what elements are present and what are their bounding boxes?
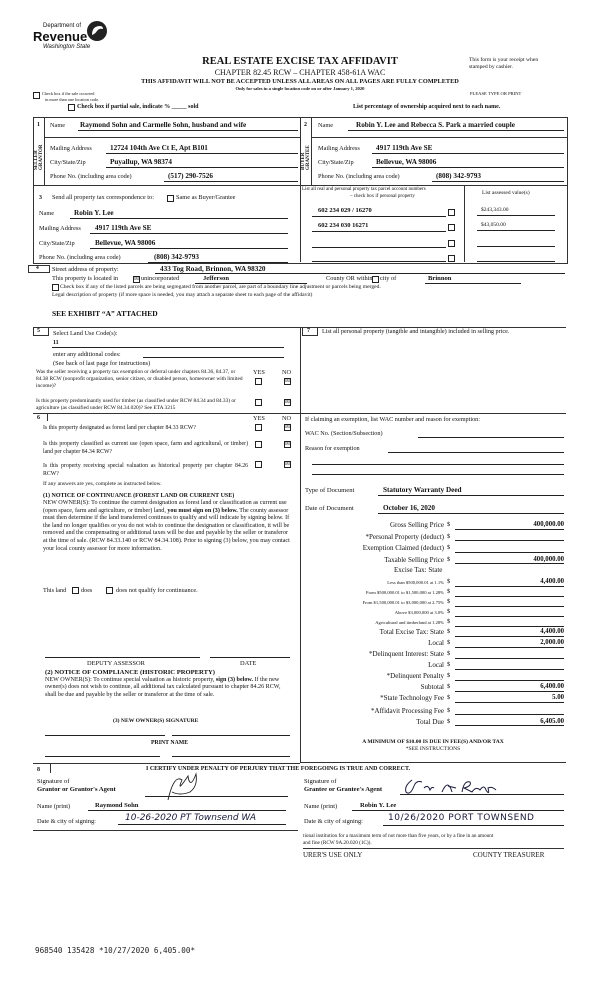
- buyer-city-label: City/State/Zip: [318, 159, 354, 166]
- currency-sign: $: [447, 706, 451, 714]
- buyer-mailing[interactable]: 4917 119th Ave SE: [376, 144, 433, 152]
- fee-label: Agricultural and timberland at 1.28%: [375, 620, 444, 625]
- buyer-phone-label: Phone No. (including area code): [318, 173, 400, 180]
- fee-value[interactable]: [455, 608, 564, 617]
- fee-value[interactable]: 2,000.00: [455, 639, 564, 648]
- fee-row: [300, 544, 566, 554]
- date-label: DATE: [240, 660, 257, 667]
- seller-phone-label: Phone No. (including area code): [50, 173, 132, 180]
- fee-value[interactable]: [455, 544, 564, 553]
- fee-label: *Delinquent Interest: State: [368, 650, 444, 658]
- notice-compliance-title: (2) NOTICE OF COMPLIANCE (HISTORIC PROPERTY): [45, 669, 215, 676]
- exemption-label: If claiming an exemption, list WAC number and reason for exemption:: [305, 416, 480, 423]
- fee-label: *Personal Property (deduct): [365, 532, 444, 541]
- grantor-date-city[interactable]: 10-26-2020 PT Townsend WA: [125, 813, 257, 823]
- q-forest-no[interactable]: ☒: [285, 424, 290, 430]
- yes-header-6: YES: [253, 415, 265, 422]
- fee-row: [300, 608, 566, 618]
- buyer-name-label: Name: [318, 122, 334, 129]
- city-of-label: city of: [380, 275, 397, 282]
- street-label: Street address of property:: [52, 266, 119, 273]
- new-owner-signature-label: (3) NEW OWNER(S) SIGNATURE: [113, 718, 199, 724]
- fee-row: [300, 683, 566, 693]
- partial-sale-label: Check box if partial sale, indicate % _____ sold: [77, 104, 199, 110]
- corr-city-label: City/State/Zip: [39, 240, 75, 247]
- personal-property-checkbox[interactable]: [448, 209, 455, 216]
- section-2-number: 2: [304, 122, 307, 128]
- grantor-sig-label: Signature of: [37, 778, 70, 785]
- within-city-checkbox[interactable]: [372, 276, 379, 283]
- currency-sign: $: [447, 608, 451, 615]
- fee-row: [300, 598, 566, 608]
- buyer-mailing-label: Mailing Address: [318, 145, 360, 152]
- q-current-use: Is this property classified as current use (open space, farm and agricultural, or timber) land per chapter 84.34 RCW?: [43, 441, 248, 455]
- form-warning: THIS AFFIDAVIT WILL NOT BE ACCEPTED UNLESS ALL AREAS ON ALL PAGES ARE FULLY COMPLETED: [141, 78, 459, 85]
- fee-label: Local: [428, 661, 444, 669]
- yes-header: YES: [253, 369, 265, 376]
- seller-name-label: Name: [50, 122, 66, 129]
- does-label: does: [81, 587, 93, 594]
- buyer-side-label: BUYER GRANTEE: [301, 145, 311, 170]
- fee-row: [300, 661, 566, 671]
- fee-label: Exemption Claimed (deduct): [362, 544, 444, 552]
- notice-text-a: NEW OWNER(S): To continue the current designation as forest land or classification as current use (open space, farm and agriculture, or timber) land,: [43, 500, 287, 514]
- fee-row: [300, 672, 566, 682]
- section-4-number: 4: [36, 265, 39, 271]
- segregated-checkbox[interactable]: [52, 284, 59, 291]
- fee-value[interactable]: [455, 672, 564, 681]
- assessed-value[interactable]: $243,343.00: [481, 207, 509, 213]
- notice-text-bold: you must sign on (3) below.: [167, 507, 238, 514]
- fee-label: Total Due: [416, 717, 444, 726]
- cashier-stamp: 968540 135428 *10/27/2020 6,405.00*: [35, 946, 196, 955]
- if-yes-note: If any answers are yes, complete as instructed below.: [43, 481, 162, 487]
- form-subtitle: CHAPTER 82.45 RCW – CHAPTER 458-61A WAC: [214, 68, 386, 77]
- currency-sign: $: [447, 521, 451, 528]
- no-header-6: NO: [282, 415, 292, 422]
- land-use-label: Select Land Use Code(s):: [53, 330, 118, 337]
- perjury-text: tional institution for a maximum term of not more than five years, or by a fine in an amount: [303, 833, 494, 839]
- seller-side-label: SELLER GRANTOR: [34, 144, 44, 170]
- currency-sign: $: [447, 588, 451, 595]
- new-owner-signature-line[interactable]: [45, 735, 165, 736]
- logo-swirl-icon: [86, 20, 108, 42]
- fee-value[interactable]: [455, 618, 564, 627]
- personal-property-checkbox[interactable]: [448, 240, 455, 247]
- assessed-value[interactable]: $43,050.00: [481, 222, 506, 228]
- corr-name[interactable]: Robin Y. Lee: [74, 209, 114, 217]
- fee-row: [300, 588, 566, 598]
- parcels-header: List all real and personal property tax parcel account numbers: [302, 187, 426, 192]
- q-current-use-no[interactable]: ☒: [285, 441, 290, 447]
- buyer-phone[interactable]: (808) 342-9793: [436, 172, 481, 180]
- fee-value[interactable]: 6,405.00: [455, 718, 564, 727]
- fee-value[interactable]: 5.00: [455, 694, 564, 703]
- no-header: NO: [282, 369, 292, 376]
- multi-location-checkbox[interactable]: [33, 92, 40, 99]
- grantor-sig-label-2: Grantor or Grantor's Agent: [37, 786, 116, 793]
- multi-location-label: Check box if the sale occurred: [42, 91, 95, 96]
- fee-value[interactable]: [455, 650, 564, 659]
- unincorporated-label: unincorporated: [141, 275, 180, 282]
- notice2-text-a: NEW OWNER(S): To continue special valuation as historic property,: [45, 677, 216, 683]
- fee-value[interactable]: [455, 588, 564, 597]
- grantor-name[interactable]: Raymond Sohn: [95, 802, 139, 809]
- this-land-label: This land: [43, 587, 67, 594]
- parcel-number[interactable]: 602 234 029 / 16270: [318, 207, 372, 214]
- currency-sign: $: [447, 628, 451, 635]
- grantor-signature[interactable]: [160, 772, 220, 802]
- logo-dept-line: Department of: [43, 23, 82, 29]
- currency-sign: $: [447, 544, 451, 551]
- legal-description[interactable]: SEE EXHIBIT “A” ATTACHED: [52, 309, 158, 318]
- reason-input[interactable]: [388, 452, 564, 453]
- partial-sale-checkbox[interactable]: [68, 104, 75, 111]
- property-street[interactable]: 433 Tog Road, Brinnon, WA 98320: [160, 265, 266, 273]
- personal-property-label: List all personal property (tangible and intangible) included in selling price.: [322, 328, 510, 335]
- notice-continuance-title: (1) NOTICE OF CONTINUANCE (FOREST LAND OR CURRENT USE): [43, 493, 235, 499]
- logo-state: Washington State: [43, 44, 91, 50]
- fee-value[interactable]: 4,400.00: [455, 628, 564, 637]
- grantee-name-label: Name (print): [304, 803, 338, 810]
- parcel-number[interactable]: 602 234 030 16271: [318, 222, 369, 229]
- excise-state-label: Excise Tax: State: [394, 566, 443, 574]
- fee-value[interactable]: 400,000.00: [455, 521, 564, 530]
- same-as-buyer-label: Same as Buyer/Grantee: [176, 194, 236, 201]
- currency-sign: $: [447, 661, 451, 668]
- currency-sign: $: [447, 694, 451, 701]
- fee-row: [300, 650, 566, 660]
- q-historic-yes[interactable]: [255, 461, 262, 468]
- q-forest-land: Is this property designated as forest land per chapter 84.33 RCW?: [43, 425, 196, 431]
- corr-phone[interactable]: (808) 342-9793: [154, 253, 199, 261]
- corr-phone-label: Phone No. (including area code): [39, 254, 121, 261]
- seller-city-label: City/State/Zip: [50, 159, 86, 166]
- minimum-note: A MINIMUM OF $10.00 IS DUE IN FEE(S) AND/OR TAX: [362, 739, 504, 745]
- currency-sign: $: [447, 555, 451, 563]
- fee-row: [300, 628, 566, 638]
- section-1-number: 1: [37, 122, 40, 128]
- fee-row: [300, 639, 566, 649]
- currency-sign: $: [447, 618, 451, 625]
- q-historic: Is this property receiving special valuation as historical property per chapter 84.26 RCW?: [43, 463, 248, 477]
- notice-compliance-text: [45, 677, 290, 699]
- fee-value[interactable]: 400,000.00: [455, 556, 564, 565]
- property-city[interactable]: Brinnon: [428, 275, 452, 282]
- fee-label: *State Technology Fee: [380, 694, 444, 702]
- same-as-buyer-checkbox[interactable]: [167, 195, 174, 202]
- see-back-note: (See back of last page for instructions): [53, 360, 151, 367]
- q-tax-exemption-no[interactable]: ☒: [285, 378, 290, 384]
- seller-phone[interactable]: (517) 290-7526: [168, 172, 213, 180]
- seller-mailing-label: Mailing Address: [50, 145, 92, 152]
- property-county[interactable]: Jefferson: [203, 275, 229, 282]
- q-timber-yes[interactable]: [255, 399, 262, 406]
- fee-label: From $500,000.01 to $1,500,000 at 1.28%: [365, 590, 444, 595]
- fee-label: From $1,500,000.01 to $3,000,000 at 2.75%: [362, 600, 444, 605]
- fee-value[interactable]: [455, 598, 564, 607]
- fee-row: [300, 694, 566, 704]
- fee-label: Total Excise Tax: State: [379, 628, 444, 636]
- fee-value[interactable]: 6,400.00: [455, 683, 564, 692]
- personal-property-checkbox[interactable]: [448, 224, 455, 231]
- fee-label: Above $3,000,000 at 3.0%: [394, 610, 444, 615]
- legal-label: Legal description of property (if more space is needed, you may attach a separate sheet to each page of the affidavit): [52, 292, 313, 298]
- doc-type[interactable]: Statutory Warranty Deed: [383, 486, 462, 494]
- land-use-code[interactable]: 11: [53, 340, 59, 346]
- grantor-date-city-label: Date & city of signing:: [37, 818, 96, 825]
- doc-date-label: Date of Document: [305, 505, 354, 512]
- currency-sign: $: [447, 683, 451, 690]
- q-forest-yes[interactable]: [255, 424, 262, 431]
- fee-label: Less than $500,000.01 at 1.1%: [387, 580, 444, 585]
- corr-mailing-label: Mailing Address: [39, 225, 81, 232]
- certify-statement: I CERTIFY UNDER PENALTY OF PERJURY THAT THE FOREGOING IS TRUE AND CORRECT.: [146, 766, 411, 772]
- q-timber-no[interactable]: ☒: [285, 399, 290, 405]
- correspondence-label: Send all property tax correspondence to:: [52, 194, 154, 201]
- currency-sign: $: [447, 639, 451, 646]
- receipt-note: This form is your receipt when: [469, 57, 539, 63]
- q-tax-exemption-yes[interactable]: [255, 378, 262, 385]
- q-timber-agriculture: Is this property predominantly used for timber (as classified under RCW 84.34 and 84.33) or agriculture (as classified under RCW 84.34.020)? See ETA 3215: [36, 398, 236, 411]
- fee-label: Gross Selling Price: [389, 521, 444, 529]
- please-type: PLEASE TYPE OR PRINT: [470, 91, 522, 96]
- buyer-name[interactable]: Robin Y. Lee and Rebecca S. Park a married couple: [356, 121, 515, 129]
- segregated-label: Check box if any of the listed parcels are being segregated from another parcel, are part of a boundary line adjustment or parcels being merged.: [60, 284, 381, 290]
- land-does-checkbox[interactable]: [72, 587, 79, 594]
- perjury-text-2: and fine (RCW 9A.20.020 (1C)).: [303, 840, 372, 846]
- fee-label: Subtotal: [420, 683, 444, 691]
- currency-sign: $: [447, 578, 451, 585]
- q-historic-no[interactable]: ☒: [285, 461, 290, 467]
- notice-text-b: The county assessor must then determine if the land transferred continues to qualify and will indicate by signing below. If the land no longer qualifies or you do not wish to continue the designation or classification, it will be removed and the compensating or additional taxes will be due and payable by the seller or transferor at the time of sale. (RCW 84.33.140 or RCW 84.34.108). Prior to signing (3) below, you may contact your local county assessor for more information.: [43, 507, 290, 552]
- currency-sign: $: [447, 717, 451, 725]
- seller-mailing[interactable]: 12724 104th Ave Ct E, Apt B101: [110, 144, 208, 152]
- deputy-assessor-label: DEPUTY ASSESSOR: [87, 660, 145, 667]
- fee-value[interactable]: [455, 707, 564, 716]
- seller-name[interactable]: Raymond Sohn and Carmelle Sohn, husband and wife: [80, 121, 247, 129]
- doc-type-label: Type of Document: [305, 487, 355, 494]
- assessed-header: List assessed value(s): [482, 190, 530, 196]
- doc-date[interactable]: October 16, 2020: [383, 504, 435, 512]
- notice2-text-bold: sign (3) below.: [215, 677, 253, 683]
- grantee-name[interactable]: Robin Y. Lee: [360, 802, 397, 809]
- grantee-date-city-label: Date & city of signing:: [304, 818, 363, 825]
- fee-value[interactable]: 4,400.00: [455, 578, 564, 587]
- fee-label: *Affidavit Processing Fee: [371, 706, 444, 715]
- fee-row: [300, 556, 566, 566]
- currency-sign: $: [447, 532, 451, 540]
- county-treasurer-label: COUNTY TREASURER: [473, 851, 545, 859]
- fee-row: [300, 533, 566, 543]
- grantee-sig-label: Signature of: [304, 778, 337, 785]
- fee-row: [300, 707, 566, 717]
- corr-mailing[interactable]: 4917 119th Ave SE: [95, 224, 152, 232]
- wac-input[interactable]: [418, 437, 564, 438]
- receipt-note-2: stamped by cashier.: [469, 64, 513, 70]
- located-label: This property is located in: [52, 275, 119, 282]
- multi-location-label-2: in more than one location code.: [45, 97, 100, 102]
- currency-sign: $: [447, 598, 451, 605]
- section-3-number: 3: [39, 195, 42, 201]
- form-only-for: Only for sales in a single location code on or after January 1, 2020: [235, 86, 365, 91]
- form-title: REAL ESTATE EXCISE TAX AFFIDAVIT: [202, 56, 398, 67]
- reason-label: Reason for exemption: [305, 445, 360, 452]
- wac-label: WAC No. (Section/Subsection): [305, 430, 383, 437]
- treasurer-use-label: URER'S USE ONLY: [303, 851, 363, 859]
- corr-city[interactable]: Bellevue, WA 98006: [95, 239, 156, 247]
- notice2-text-b: If the new owner(s) does not wish to continue, all additional tax calculated pursuant to chapter 84.26 RCW, shall be due and payable by the seller or transferor at the time of sale.: [45, 677, 281, 698]
- fee-row: [300, 618, 566, 628]
- parcels-header-2: – check box if personal property: [350, 194, 415, 199]
- fee-label: Taxable Selling Price: [384, 555, 444, 564]
- list-percentage-note: List percentage of ownership acquired next to each name.: [353, 104, 501, 110]
- q-tax-exemption: Was the seller receiving a property tax exemption or deferral under chapters 84.36, 84.37, or 84.38 RCW (nonprofit organization, senior citizen, or disabled person, homeowner with limited income)?: [36, 369, 243, 389]
- fee-label: *Delinquent Penalty: [386, 672, 444, 680]
- see-instructions: *SEE INSTRUCTIONS: [405, 746, 461, 752]
- logo-dept-name: Revenue: [33, 29, 88, 44]
- fee-value[interactable]: [455, 533, 564, 542]
- currency-sign: $: [447, 672, 451, 679]
- grantee-sig-label-2: Grantee or Grantee's Agent: [304, 786, 383, 793]
- corr-name-label: Name: [39, 210, 55, 217]
- section-6-number: 6: [37, 415, 40, 421]
- seller-city[interactable]: Puyallup, WA 98374: [110, 158, 172, 166]
- notice-continuance-text: [43, 500, 293, 553]
- buyer-city[interactable]: Bellevue, WA 98006: [376, 158, 437, 166]
- grantee-date-city[interactable]: 10/26/2020 PORT TOWNSEND: [388, 813, 535, 823]
- fee-label: Local: [428, 639, 444, 647]
- unincorporated-checkbox[interactable]: ☒: [134, 276, 139, 282]
- fee-value[interactable]: [455, 661, 564, 670]
- section-8-number: 8: [37, 767, 40, 773]
- land-does-not-checkbox[interactable]: [106, 587, 113, 594]
- print-name-label: PRINT NAME: [151, 740, 189, 746]
- section-5-number: 5: [37, 328, 40, 334]
- fee-row: [300, 521, 566, 531]
- currency-sign: $: [447, 650, 451, 657]
- county-label: County OR within: [326, 275, 373, 282]
- does-not-label: does not qualify for continuance.: [116, 587, 198, 594]
- fee-row: [300, 578, 566, 588]
- grantor-name-label: Name (print): [37, 803, 71, 810]
- fee-row: [300, 718, 566, 728]
- additional-codes-label: enter any additional codes:: [53, 351, 121, 358]
- q-current-use-yes[interactable]: [255, 441, 262, 448]
- personal-property-checkbox[interactable]: [448, 255, 455, 262]
- section-7-number: 7: [307, 328, 310, 334]
- dor-logo: [33, 20, 113, 58]
